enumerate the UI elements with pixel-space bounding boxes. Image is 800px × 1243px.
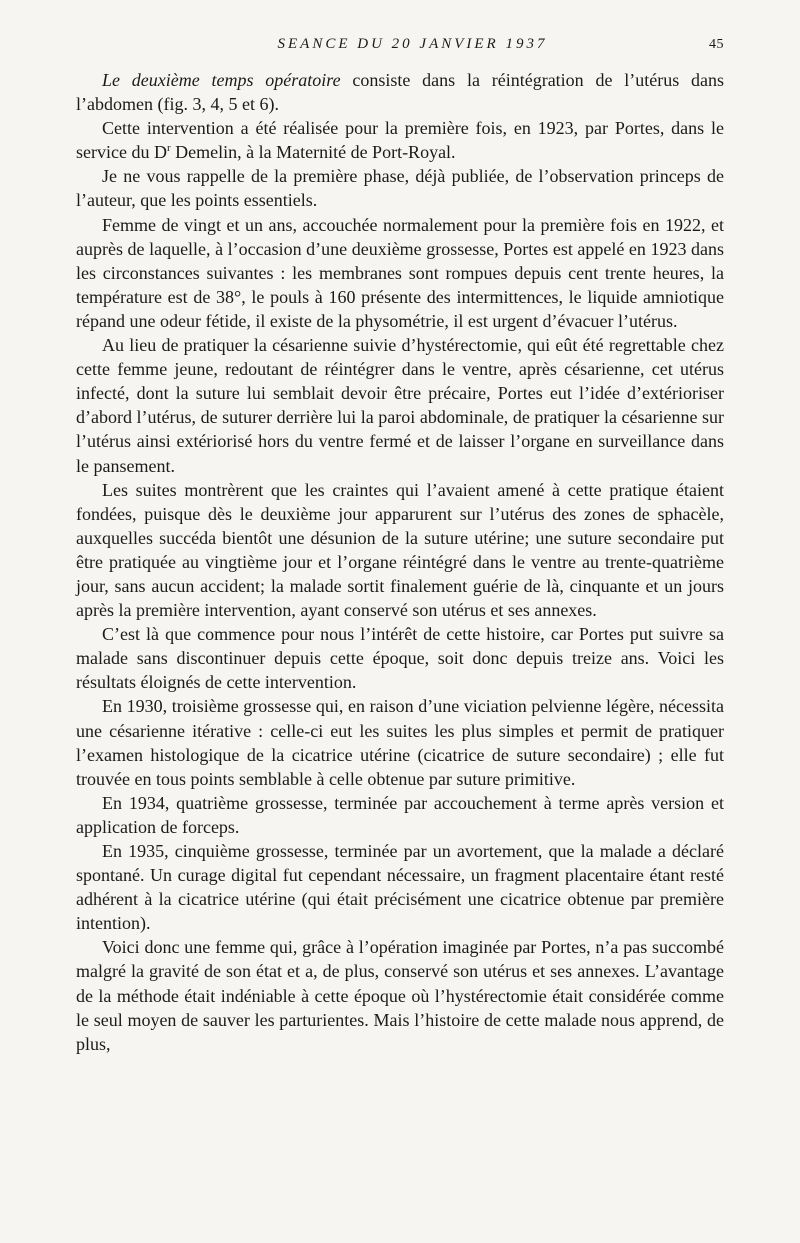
paragraph-2 — [76, 116, 724, 164]
superscript-r: r — [166, 142, 171, 155]
paragraph-1-text: consiste dans la réintégration de l’utérus dans l’abdomen (fig. 3, 4, 5 et 6). — [76, 70, 724, 115]
running-header — [76, 36, 724, 54]
paragraph-5: Au lieu de pratiquer la césarienne suivie d’hystérectomie, qui eût été regrettable chez cette femme jeune, redoutant de réintégrer dans le ventre, après césarienne, cet utérus infecté, dont la suture lui semblait devoir être précaire, Portes eut l’idée d’extérioriser d’abord l’utérus, de suturer derrière lui la paroi abdominale, de pratiquer la césarienne sur l’utérus ainsi extériorisé hors du ventre fermé et de laisser l’organe en surveillance dans le pansement. — [76, 335, 724, 476]
body-text — [76, 68, 724, 1056]
paragraph-4: Femme de vingt et un ans, accouchée normalement pour la première fois en 1922, et auprès de laquelle, à l’occasion d’une deuxième grossesse, Portes est appelé en 1923 dans les circonstances suivantes : les membranes sont rompues depuis cent trente heures, la température est de 38°, le pouls à 160 présente des intermittences, le liquide amniotique répand une odeur fétide, il existe de la physométrie, il est urgent d’évacuer l’utérus. — [76, 214, 724, 331]
paragraph-2-text-before: Cette intervention a été réalisée pour la première fois, en 1923, par Portes, dans le service du D — [76, 118, 724, 163]
paragraph-8: En 1930, troisième grossesse qui, en raison d’une viciation pelvienne légère, nécessita une césarienne itérative : celle-ci eut les suites les plus simples et permit de pratiquer l’examen histologique de la cicatrice utérine (cicatrice de suture secondaire) ; elle fut trouvée en tous points semblable à celle obtenue par suture primitive. — [76, 696, 724, 789]
paragraph-1 — [76, 68, 724, 116]
paragraph-10: En 1935, cinquième grossesse, terminée par un avortement, que la malade a déclaré spontané. Un curage digital fut cependant nécessaire, un fragment placentaire étant resté adhérent à la cicatrice utérine (qui était précisément une cicatrice obtenue par première intention). — [76, 841, 724, 934]
paragraph-11: Voici donc une femme qui, grâce à l’opération imaginée par Portes, n’a pas succombé malgré la gravité de son état et a, de plus, conservé son utérus et ses annexes. L’avantage de la méthode était indéniable à cette époque où l’hystérectomie était considérée comme le seul moyen de sauver les parturientes. Mais l’histoire de cette malade nous apprend, de plus, — [76, 937, 724, 1054]
paragraph-9: En 1934, quatrième grossesse, terminée par accouchement à terme après version et application de forceps. — [76, 792, 724, 837]
paragraph-3: Je ne vous rappelle de la première phase, déjà publiée, de l’observation princeps de l’auteur, que les points essentiels. — [76, 166, 724, 211]
page-number: 45 — [709, 37, 724, 52]
document-page — [76, 36, 724, 1056]
paragraph-7: C’est là que commence pour nous l’intérêt de cette histoire, car Portes put suivre sa malade sans discontinuer depuis cette époque, soit donc depuis treize ans. Voici les résultats éloignés de cette intervention. — [76, 624, 724, 693]
italic-phrase: Le deuxième temps opératoire — [102, 70, 341, 90]
paragraph-6: Les suites montrèrent que les craintes qui l’avaient amené à cette pratique étaient fondées, puisque dès le deuxième jour apparurent sur l’utérus des zones de sphacèle, auxquelles succéda bientôt une désunion de la suture utérine; une suture secondaire put être pratiquée au vingtième jour et l’organe réintégré dans le ventre au trente-quatrième jour, sans aucun accident; la malade sortit finalement guérie de là, cinquante et un jours après la première intervention, ayant conservé son utérus et ses annexes. — [76, 479, 724, 621]
running-title: SEANCE DU 20 JANVIER 1937 — [277, 36, 548, 52]
paragraph-2-text-after: Demelin, à la Maternité de Port-Royal. — [170, 142, 456, 163]
